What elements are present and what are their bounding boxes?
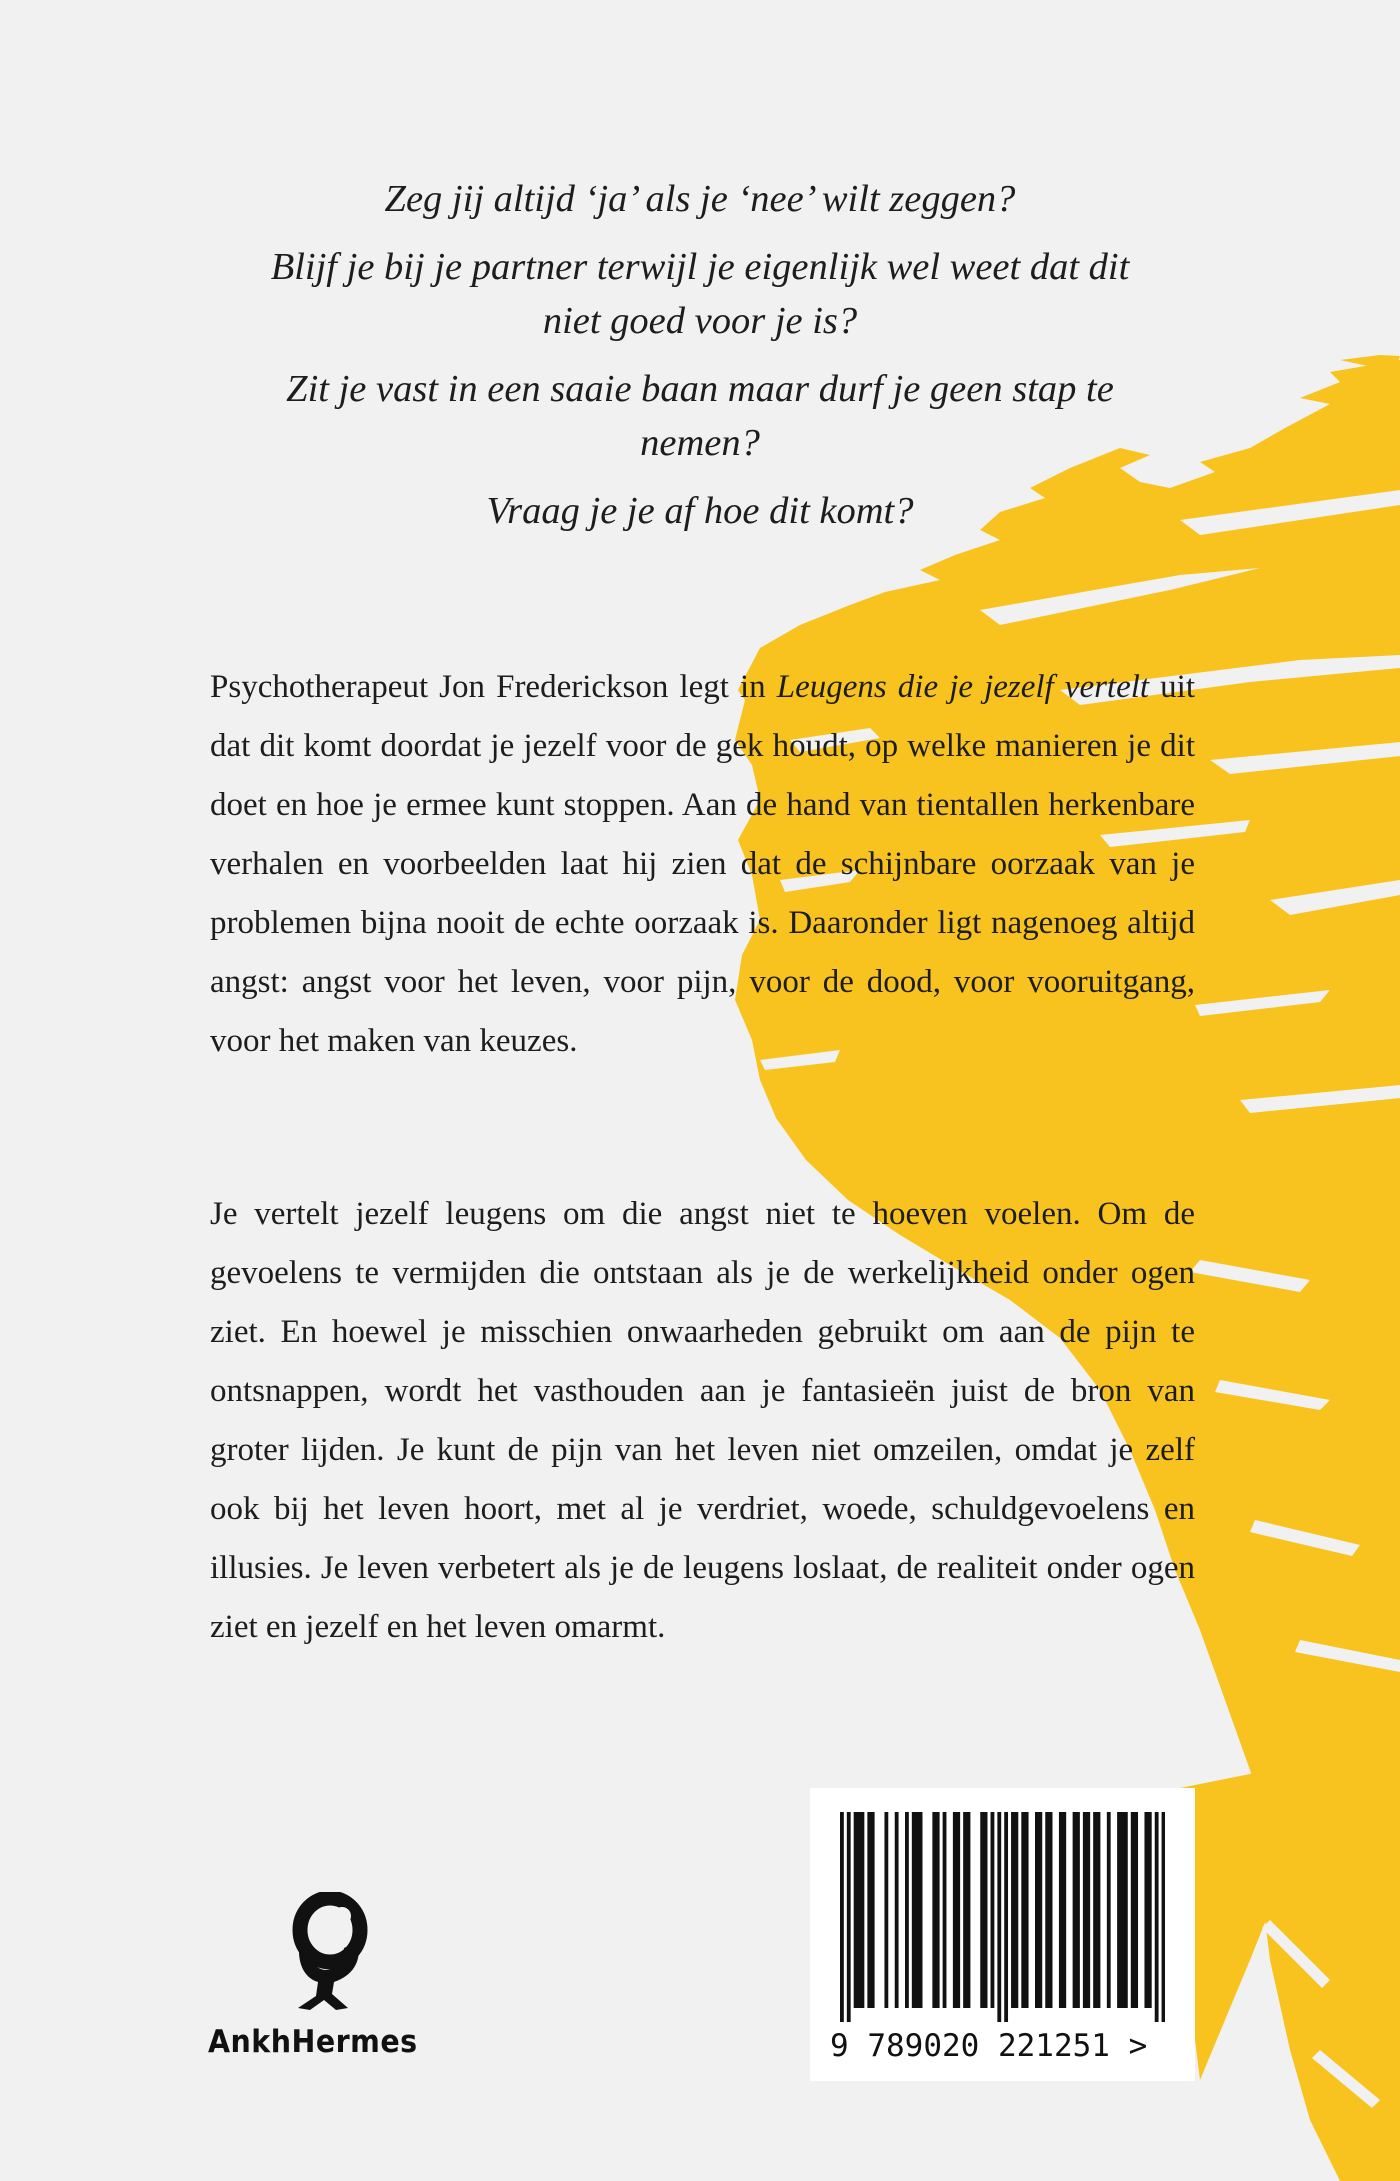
barcode-bar (932, 1812, 936, 2008)
barcode-bar (1004, 1812, 1008, 2022)
barcode-bar (943, 1812, 947, 2008)
book-title: Leugens die je jezelf vertelt (776, 669, 1150, 705)
questions-block (200, 172, 1200, 552)
barcode-bar (1121, 1812, 1125, 2008)
publisher-block (208, 1892, 448, 2060)
paragraph-1-intro: Psychotherapeut Jon Frederickson legt in (210, 669, 777, 705)
barcode-bar (1076, 1812, 1080, 2008)
barcode-bar (1073, 1812, 1077, 2008)
barcode-bar (1124, 1812, 1128, 2008)
question-3: Zit je vast in een saaie baan maar durf je geen stap te nemen? (286, 368, 1114, 464)
barcode-bar (840, 1812, 844, 2022)
barcode-bar (915, 1812, 919, 2008)
barcode-bar (997, 1812, 1001, 2022)
isbn-digits: 9 789020 221251 (830, 2028, 1110, 2064)
barcode-bar (1134, 1812, 1138, 2008)
barcode-bar (1162, 1812, 1165, 2022)
isbn-number (830, 2028, 1190, 2064)
barcode-bar (854, 1812, 858, 2008)
barcode-bar (1155, 1812, 1159, 2022)
barcode-bar (1021, 1812, 1025, 2008)
barcode-bar (1144, 1812, 1148, 2008)
question-1: Zeg jij altijd ‘ja’ als je ‘nee’ wilt zeggen? (384, 178, 1016, 220)
barcode-bar (1086, 1812, 1090, 2008)
barcode-bar (980, 1812, 984, 2008)
barcode-bar (1049, 1812, 1053, 2008)
barcode-bar (1011, 1812, 1015, 2008)
barcode-bar (861, 1812, 865, 2008)
barcode-bar (919, 1812, 923, 2008)
barcode-bar (963, 1812, 967, 2008)
barcode-bar (1131, 1812, 1135, 2008)
barcode-bar (967, 1812, 971, 2008)
barcode-bar (1093, 1812, 1097, 2008)
question-4: Vraag je je af hoe dit komt? (486, 490, 914, 532)
barcode-bar (1062, 1812, 1066, 2008)
barcode-bar (1035, 1812, 1039, 2008)
description-paragraph-1 (210, 658, 1195, 1071)
publisher-name: AnkhHermes (208, 2024, 418, 2060)
barcode-bar (1117, 1812, 1121, 2008)
barcode-bar (867, 1812, 871, 2008)
paragraph-1-body: uit dat dit komt doordat je jezelf voor de gek houdt, op welke manieren je dit doet en hoe je ermee kunt stoppen. Aan de hand van tientallen herkenbare verhalen en voorbeelden laat hij zien dat de schijnbare oorzaak van je problemen bijna nooit de echte oorzaak is. Daaronder ligt nagenoeg altijd angst: angst voor het leven, voor pijn, voor de dood, voor vooruitgang, voor het maken van keuzes. (210, 669, 1196, 1059)
barcode-bar (1097, 1812, 1101, 2008)
ankhhermes-logo-icon (278, 1892, 378, 2012)
description-paragraph-2 (210, 1185, 1195, 1657)
paragraph-2-text: Je vertelt jezelf leugens om die angst niet te hoeven voelen. Om de gevoelens te vermijden die ontstaan als je de werkelijkheid onder ogen ziet. En hoewel je misschien onwaarheden gebruikt om aan de pijn te ontsnappen, wordt het vasthouden aan je fantasieën juist de bron van groter lijden. Je kunt de pijn van het leven niet omzeilen, omdat je zelf ook bij het leven hoort, met al je verdriet, woede, schuldgevoelens en illusies. Je leven verbetert als je de leugens loslaat, de realiteit onder ogen ziet en jezelf en het leven omarmt. (210, 1196, 1195, 1645)
barcode-bar (1059, 1812, 1063, 2008)
barcode-bar (956, 1812, 960, 2008)
barcode-bar (905, 1812, 909, 2008)
barcode-bar (1107, 1812, 1111, 2008)
barcode-icon (840, 1812, 1165, 2022)
question-2: Blijf je bij je partner terwijl je eigenlijk wel weet dat dit niet goed voor je is? (270, 246, 1130, 342)
barcode-bar (895, 1812, 899, 2008)
barcode-bar (936, 1812, 940, 2008)
barcode-bar (991, 1812, 995, 2008)
barcode-bar (857, 1812, 861, 2008)
barcode-bar (1083, 1812, 1087, 2008)
isbn-barcode (810, 1788, 1195, 2081)
barcode-bar (871, 1812, 875, 2008)
barcode-bar (884, 1812, 888, 2008)
barcode-bar (1025, 1812, 1029, 2008)
barcode-bar (1014, 1812, 1018, 2008)
barcode-bar (984, 1812, 988, 2008)
barcode-bar (847, 1812, 851, 2022)
barcode-bar (953, 1812, 957, 2008)
barcode-bar (1045, 1812, 1049, 2008)
barcode-bar (1148, 1812, 1152, 2008)
barcode-bar (912, 1812, 916, 2008)
barcode-bar (1038, 1812, 1042, 2008)
isbn-arrow: > (1128, 2028, 1148, 2064)
